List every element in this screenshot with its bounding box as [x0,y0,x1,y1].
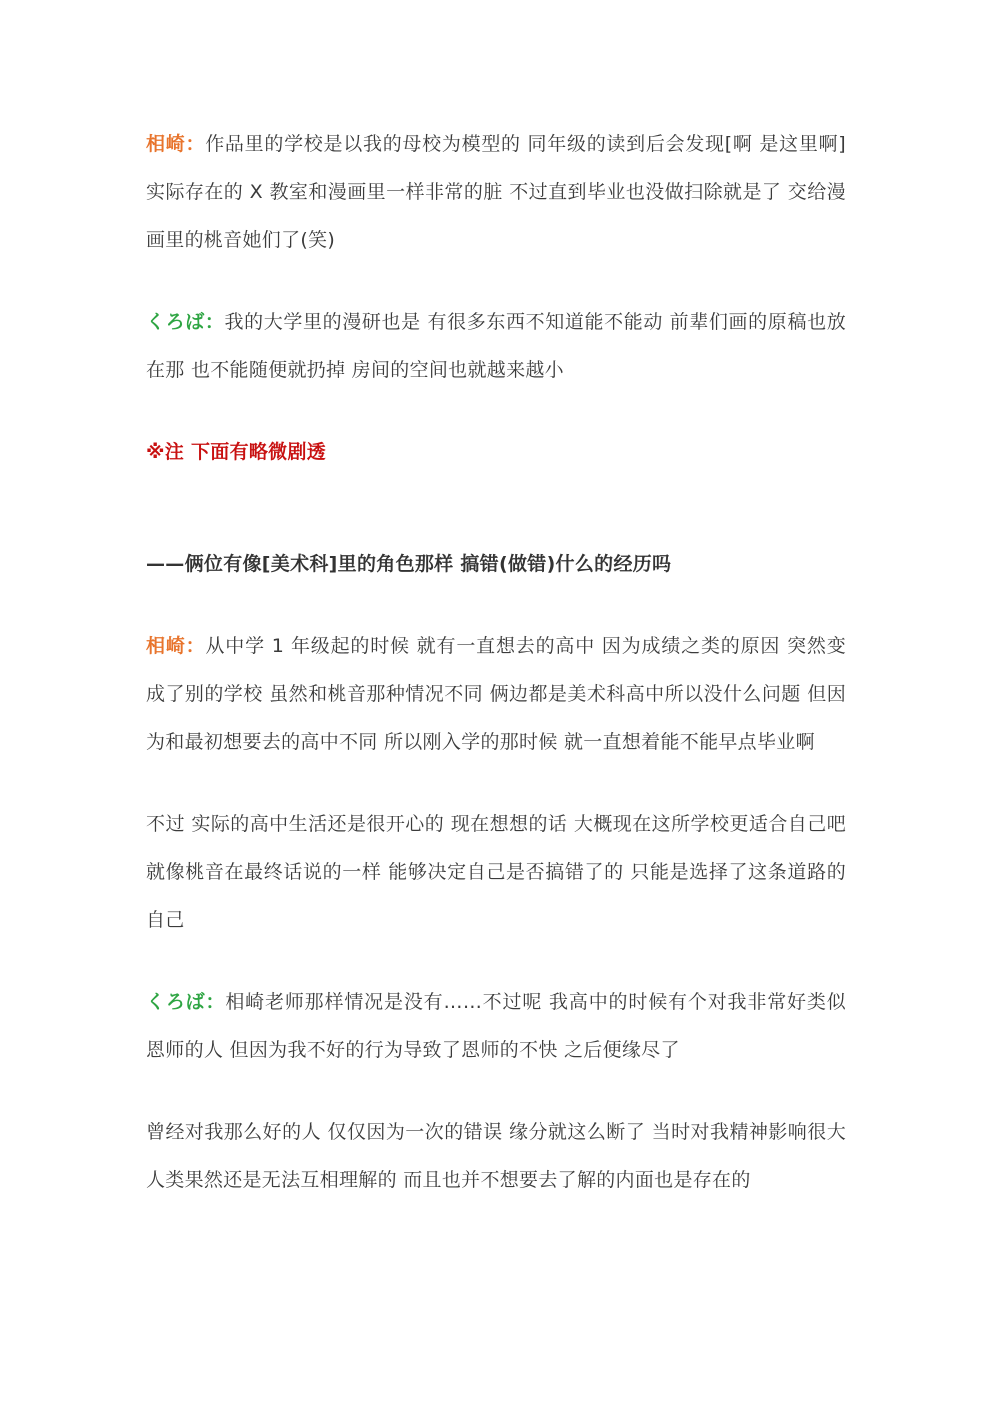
speech-paragraph-kuroba-2 [146,978,846,1074]
speech-text: 作品里的学校是以我的母校为模型的 同年级的读到后会发现[啊 是这里啊] 实际存在的 X 教室和漫画里一样非常的脏 不过直到毕业也没做扫除就是了 交给漫画里的桃音她们了(笑) [146,133,847,251]
spoiler-note: ※注 下面有略微剧透 [146,441,327,463]
speech-text: 曾经对我那么好的人 仅仅因为一次的错误 缘分就这么断了 当时对我精神影响很大 人类果然还是无法互相理解的 而且也并不想要去了解的内面也是存在的 [146,1121,846,1191]
interviewer-question: ——俩位有像[美术科]里的角色那样 搞错(做错)什么的经历吗 [146,553,672,575]
speech-paragraph-aizaki-2-cont [146,800,846,944]
speech-paragraph-kuroba-2-cont [146,1108,846,1204]
speech-text: 我的大学里的漫研也是 有很多东西不知道能不能动 前辈们画的原稿也放在那 也不能随便就扔掉 房间的空间也就越来越小 [146,311,846,381]
speaker-name-kuroba: くろば： [146,311,225,333]
speech-text: 从中学 1 年级起的时候 就有一直想去的高中 因为成绩之类的原因 突然变成了别的学校 虽然和桃音那种情况不同 俩边都是美术科高中所以没什么问题 但因为和最初想要去的高中不同 所以刚入学的那时候 就一直想着能不能早点毕业啊 [146,635,847,753]
speech-paragraph-kuroba-1 [146,298,846,394]
speech-paragraph-aizaki-2 [146,622,846,766]
speaker-name-aizaki: 相崎： [146,635,206,657]
speech-text: 不过 实际的高中生活还是很开心的 现在想想的话 大概现在这所学校更适合自己吧 就像桃音在最终话说的一样 能够决定自己是否搞错了的 只能是选择了这条道路的自己 [146,813,846,931]
speech-text: 相崎老师那样情况是没有……不过呢 我高中的时候有个对我非常好类似恩师的人 但因为我不好的行为导致了恩师的不快 之后便缘尽了 [146,991,846,1061]
speech-paragraph-aizaki-1 [146,120,846,264]
speaker-name-kuroba: くろば： [146,991,226,1013]
speaker-name-aizaki: 相崎： [146,133,206,155]
